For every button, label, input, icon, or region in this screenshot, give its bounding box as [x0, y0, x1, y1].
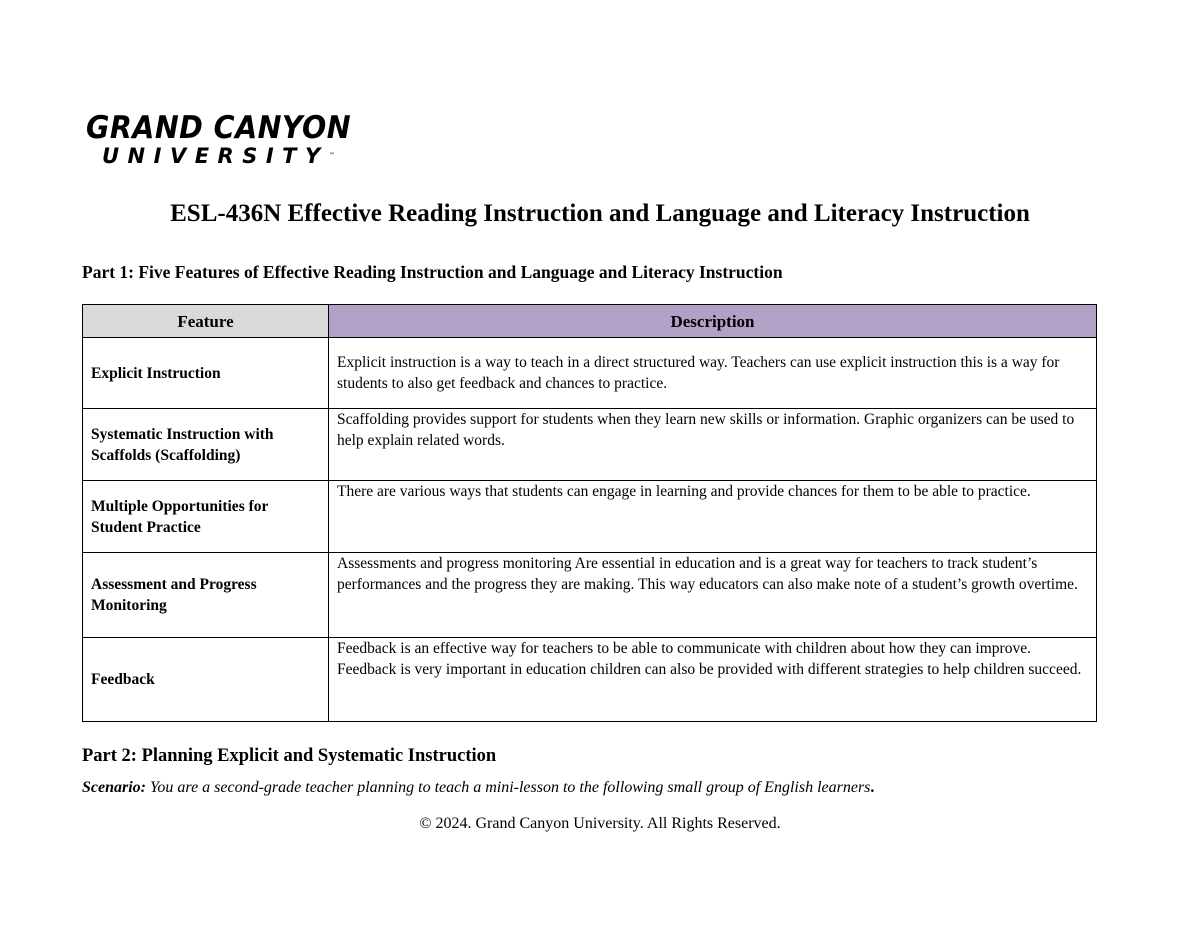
table-row: [83, 409, 1097, 481]
scenario-paragraph: [82, 777, 874, 799]
feature-cell: Feedback: [83, 638, 329, 722]
description-cell: Assessments and progress monitoring Are essential in education and is a great way for teachers to track student’s performances and the progress they are making. This way educators can also make note of a student’s growth overtime.: [329, 553, 1097, 638]
feature-cell: Multiple Opportunities for Student Practice: [83, 481, 329, 553]
description-cell: Scaffolding provides support for students when they learn new skills or information. Graphic organizers can be used to help explain related words.: [329, 409, 1097, 481]
logo-wordmark-top: GRAND CANYON: [86, 110, 352, 146]
table-header-row: [83, 305, 1097, 338]
scenario-text: You are a second-grade teacher planning to teach a mini-lesson to the following small group of English learners: [146, 779, 871, 796]
logo-wordmark-bottom: [102, 144, 366, 168]
description-cell: Explicit instruction is a way to teach in a direct structured way. Teachers can use explicit instruction this is a way for students to also get feedback and chances to practice.: [329, 338, 1097, 409]
document-title: ESL-436N Effective Reading Instruction and Language and Literacy Instruction: [170, 200, 1030, 227]
scenario-label: Scenario:: [82, 779, 146, 796]
features-table: [82, 304, 1097, 722]
feature-cell: Assessment and Progress Monitoring: [83, 553, 329, 638]
part1-heading: Part 1: Five Features of Effective Reading Instruction and Language and Literacy Instruction: [82, 262, 783, 282]
university-logo: [86, 112, 366, 172]
description-cell: Feedback is an effective way for teachers to be able to communicate with children about how they can improve. Feedback is very important in education children can also be provided with different strategies to help children succeed.: [329, 638, 1097, 722]
table-row: [83, 481, 1097, 553]
feature-cell: Explicit Instruction: [83, 338, 329, 409]
table-row: [83, 638, 1097, 722]
copyright-footer: © 2024. Grand Canyon University. All Rights Reserved.: [419, 815, 781, 832]
scenario-period: .: [870, 779, 875, 796]
trademark-symbol: ™: [328, 152, 335, 159]
table-row: [83, 338, 1097, 409]
logo-wordmark-university: UNIVERSITY: [102, 144, 329, 168]
feature-cell: Systematic Instruction with Scaffolds (Scaffolding): [83, 409, 329, 481]
description-cell: There are various ways that students can engage in learning and provide chances for them to be able to practice.: [329, 481, 1097, 553]
column-header-description: Description: [329, 305, 1097, 338]
part2-heading: Part 2: Planning Explicit and Systematic Instruction: [82, 746, 497, 766]
column-header-feature: Feature: [83, 305, 329, 338]
table-row: [83, 553, 1097, 638]
